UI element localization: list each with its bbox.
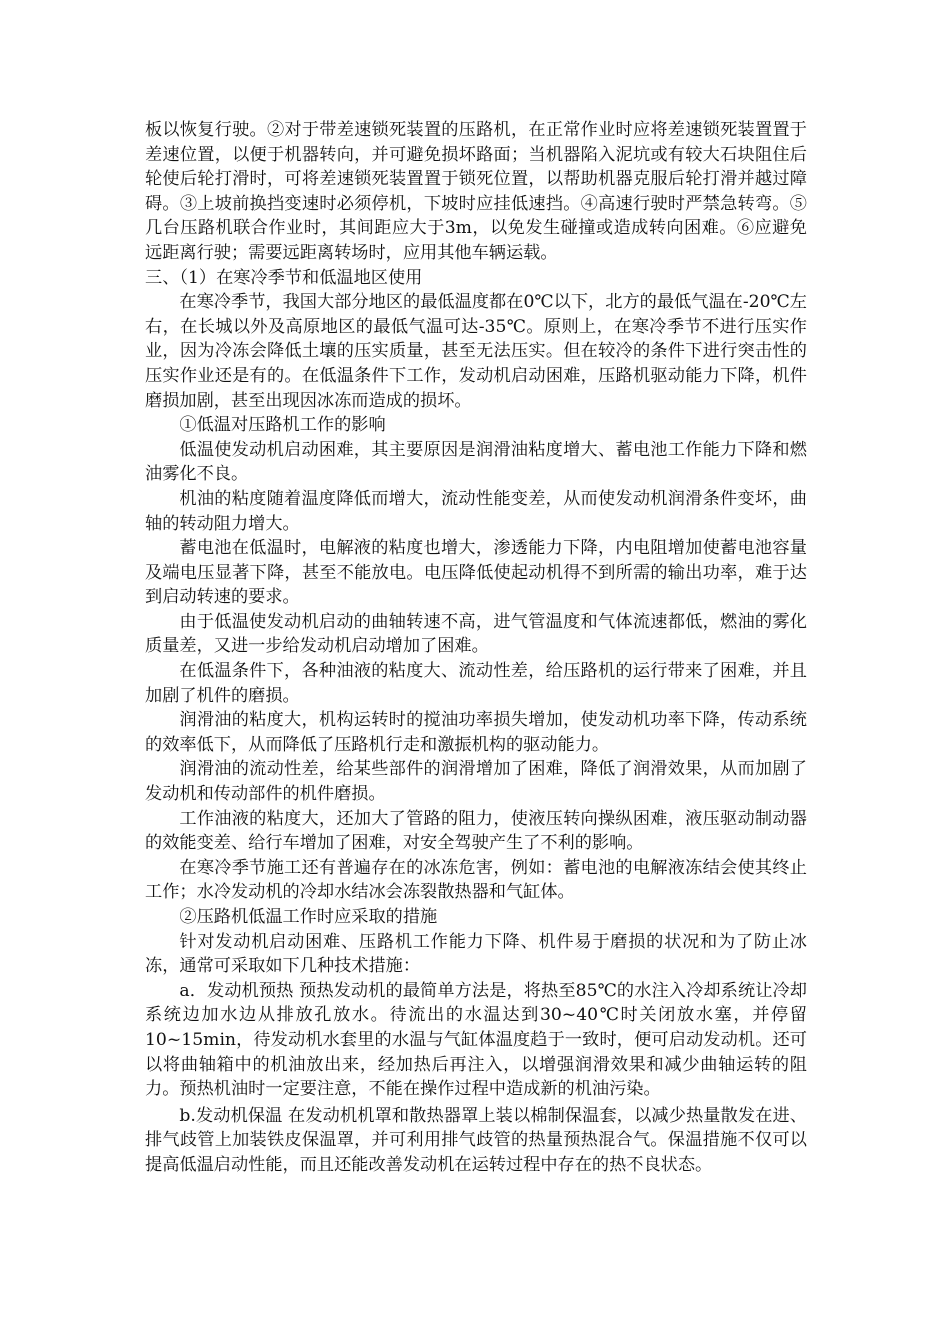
- paragraph-5: 低温使发动机启动困难，其主要原因是润滑油粘度增大、蓄电池工作能力下降和燃油雾化不良。: [145, 439, 807, 485]
- paragraph-7: 蓄电池在低温时，电解液的粘度也增大，渗透能力下降，内电阻增加使蓄电池容量及端电压显著下降，甚至不能放电。电压降低使起动机得不到所需的输出功率，难于达到启动转速的要求。: [145, 538, 807, 608]
- paragraph-12: 工作油液的粘度大，还加大了管路的阻力，使液压转向操纵困难，液压驱动制动器的效能变差、给行车增加了困难，对安全驾驶产生了不利的影响。: [145, 808, 807, 854]
- paragraph-10: 润滑油的粘度大，机构运转时的搅油功率损失增加，使发动机功率下降，传动系统的效率低下，从而降低了压路机行走和激振机构的驱动能力。: [145, 710, 807, 755]
- document-body: [145, 118, 807, 1178]
- paragraph-16: a．发动机预热 预热发动机的最简单方法是，将热至85℃的水注入冷却系统让冷却系统边加水边从排放孔放水。待流出的水温达到30~40℃时关闭放水塞，并停留10~15min，待发动机水套里的水温与气缸体温度趋于一致时，便可启动发动机。还可以将曲轴箱中的机油放出来，经加热后再注入，以增强润滑效果和减少曲轴运转的阻力。预热机油时一定要注意，不能在操作过程中造成新的机油污染。: [145, 980, 807, 1100]
- paragraph-3: 在寒冷季节，我国大部分地区的最低温度都在0℃以下，北方的最低气温在-20℃左右，在长城以外及高原地区的最低气温可达-35℃。原则上，在寒冷季节不进行压实作业，因为冷冻会降低土壤的压实质量，甚至无法压实。但在较冷的条件下进行突击性的压实作业还是有的。在低温条件下工作，发动机启动困难，压路机驱动能力下降，机件磨损加剧，甚至出现因冰冻而造成的损坏。: [145, 292, 807, 411]
- subheading-low-temp-effect: ①低温对压路机工作的影响: [179, 415, 386, 436]
- paragraph-1: 板以恢复行驶。②对于带差速锁死装置的压路机，在正常作业时应将差速锁死装置置于差速位置，以便于机器转向，并可避免损坏路面；当机器陷入泥坑或有较大石块阻住后轮使后轮打滑时，可将差速锁死装置置于锁死位置，以帮助机器克服后轮打滑并越过障碍。③上坡前换挡变速时必须停机，下坡时应挂低速挡。④高速行驶时严禁急转弯。⑤几台压路机联合作业时，其间距应大于3m，以免发生碰撞或造成转向困难。⑥应避免远距离行驶；需要远距离转场时，应用其他车辆运载。: [145, 120, 807, 263]
- paragraph-6: 机油的粘度随着温度降低而增大，流动性能变差，从而使发动机润滑条件变坏，曲轴的转动阻力增大。: [145, 488, 807, 534]
- section-heading: 三、（1）在寒冷季节和低温地区使用: [145, 267, 423, 288]
- paragraph-9: 在低温条件下，各种油液的粘度大、流动性差，给压路机的运行带来了困难，并且加剧了机件的磨损。: [145, 661, 807, 706]
- subheading-measures: ②压路机低温工作时应采取的措施: [179, 907, 438, 927]
- paragraph-11: 润滑油的流动性差，给某些部件的润滑增加了困难，降低了润滑效果，从而加剧了发动机和传动部件的机件磨损。: [145, 759, 807, 805]
- paragraph-8: 由于低温使发动机启动的曲轴转速不高，进气管温度和气体流速都低，燃油的雾化质量差，又进一步给发动机启动增加了困难。: [145, 611, 807, 657]
- paragraph-15: 针对发动机启动困难、压路机工作能力下降、机件易于磨损的状况和为了防止冰冻，通常可采取如下几种技术措施：: [145, 931, 807, 977]
- paragraph-17: b.发动机保温 在发动机机罩和散热器罩上装以棉制保温套，以减少热量散发在进、排气歧管上加装铁皮保温罩，并可利用排气歧管的热量预热混合气。保温措施不仅可以提高低温启动性能，而且还能改善发动机在运转过程中存在的热不良状态。: [145, 1105, 807, 1175]
- paragraph-13: 在寒冷季节施工还有普遍存在的冰冻危害，例如：蓄电池的电解液冻结会使其终止工作；水冷发动机的冷却水结冰会冻裂散热器和气缸体。: [145, 857, 807, 903]
